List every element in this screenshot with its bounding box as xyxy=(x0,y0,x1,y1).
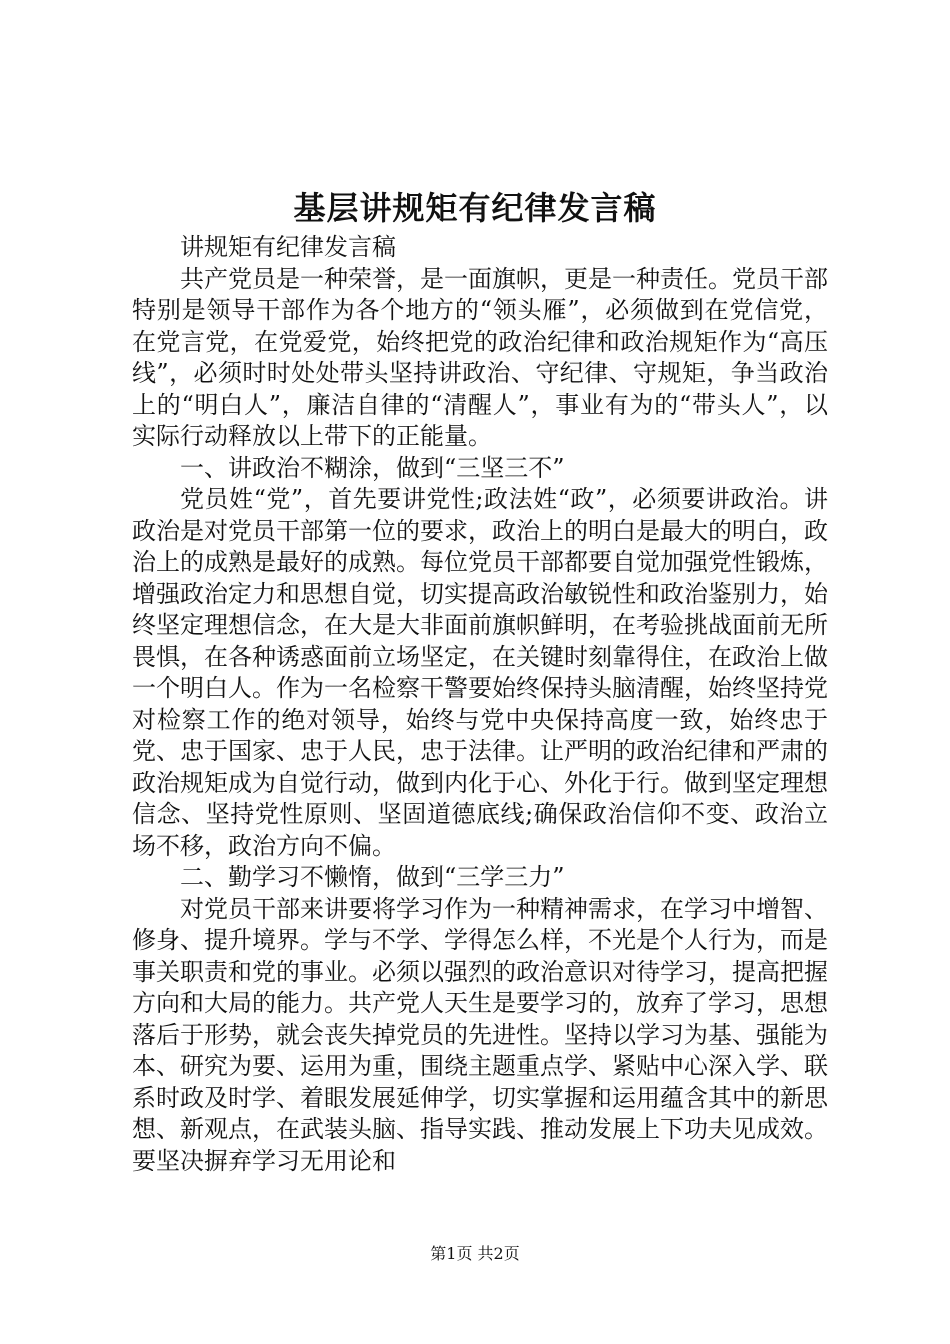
page-number-footer: 第1页 共2页 xyxy=(430,1244,520,1263)
section-heading-1: 一、讲政治不糊涂，做到“三坚三不” xyxy=(180,453,565,482)
paragraph-section-1: 党员姓“党”，首先要讲党性;政法姓“政”，必须要讲政治。讲政治是对党员干部第一位的要求，政治上的明白是最大的明白，政治上的成熟是最好的成熟。每位党员干部都要自觉加强党性锻炼，增强政治定力和思想自觉，切实提高政治敏锐性和政治鉴别力，始终坚定理想信念，在大是大非面前旗帜鲜明，在考验挑战面前无所畏惧，在各种诱惑面前立场坚定，在关键时刻靠得住，在政治上做一个明白人。作为一名检察干警要始终保持头脑清醒，始终坚持党对检察工作的绝对领导，始终与党中央保持高度一致，始终忠于党、忠于国家、忠于人民，忠于法律。让严明的政治纪律和严肃的政治规矩成为自觉行动，做到内化于心、外化于行。做到坚定理想信念、坚持党性原则、坚固道德底线;确保政治信仰不变、政治立场不移，政治方向不偏。 xyxy=(132,485,828,860)
paragraph-subtitle: 讲规矩有纪律发言稿 xyxy=(180,233,396,261)
section-heading-2: 二、勤学习不懒惰，做到“三学三力” xyxy=(180,863,565,891)
paragraph-intro: 共产党员是一种荣誉，是一面旗帜，更是一种责任。党员干部特别是领导干部作为各个地方的“领头雁”，必须做到在党信党，在党言党，在党爱党，始终把党的政治纪律和政治规矩作为“高压线”，必须时时处处带头坚持讲政治、守纪律、守规矩，争当政治上的“明白人”，廉洁自律的“清醒人”，事业有为的“带头人”，以实际行动释放以上带下的正能量。 xyxy=(132,264,828,450)
document-title: 基层讲规矩有纪律发言稿 xyxy=(293,189,657,227)
document-body xyxy=(132,232,828,1177)
paragraph-section-2: 对党员干部来讲要将学习作为一种精神需求，在学习中增智、修身、提升境界。学与不学、学得怎么样，不光是个人行为，而是事关职责和党的事业。必须以强烈的政治意识对待学习，提高把握方向和大局的能力。共产党人天生是要学习的，放弃了学习，思想落后于形势，就会丧失掉党员的先进性。坚持以学习为基、强能为本、研究为要、运用为重，围绕主题重点学、紧贴中心深入学、联系时政及时学、着眼发展延伸学，切实掌握和运用蕴含其中的新思想、新观点，在武装头脑、指导实践、推动发展上下功夫见成效。要坚决摒弃学习无用论和 xyxy=(132,894,828,1175)
